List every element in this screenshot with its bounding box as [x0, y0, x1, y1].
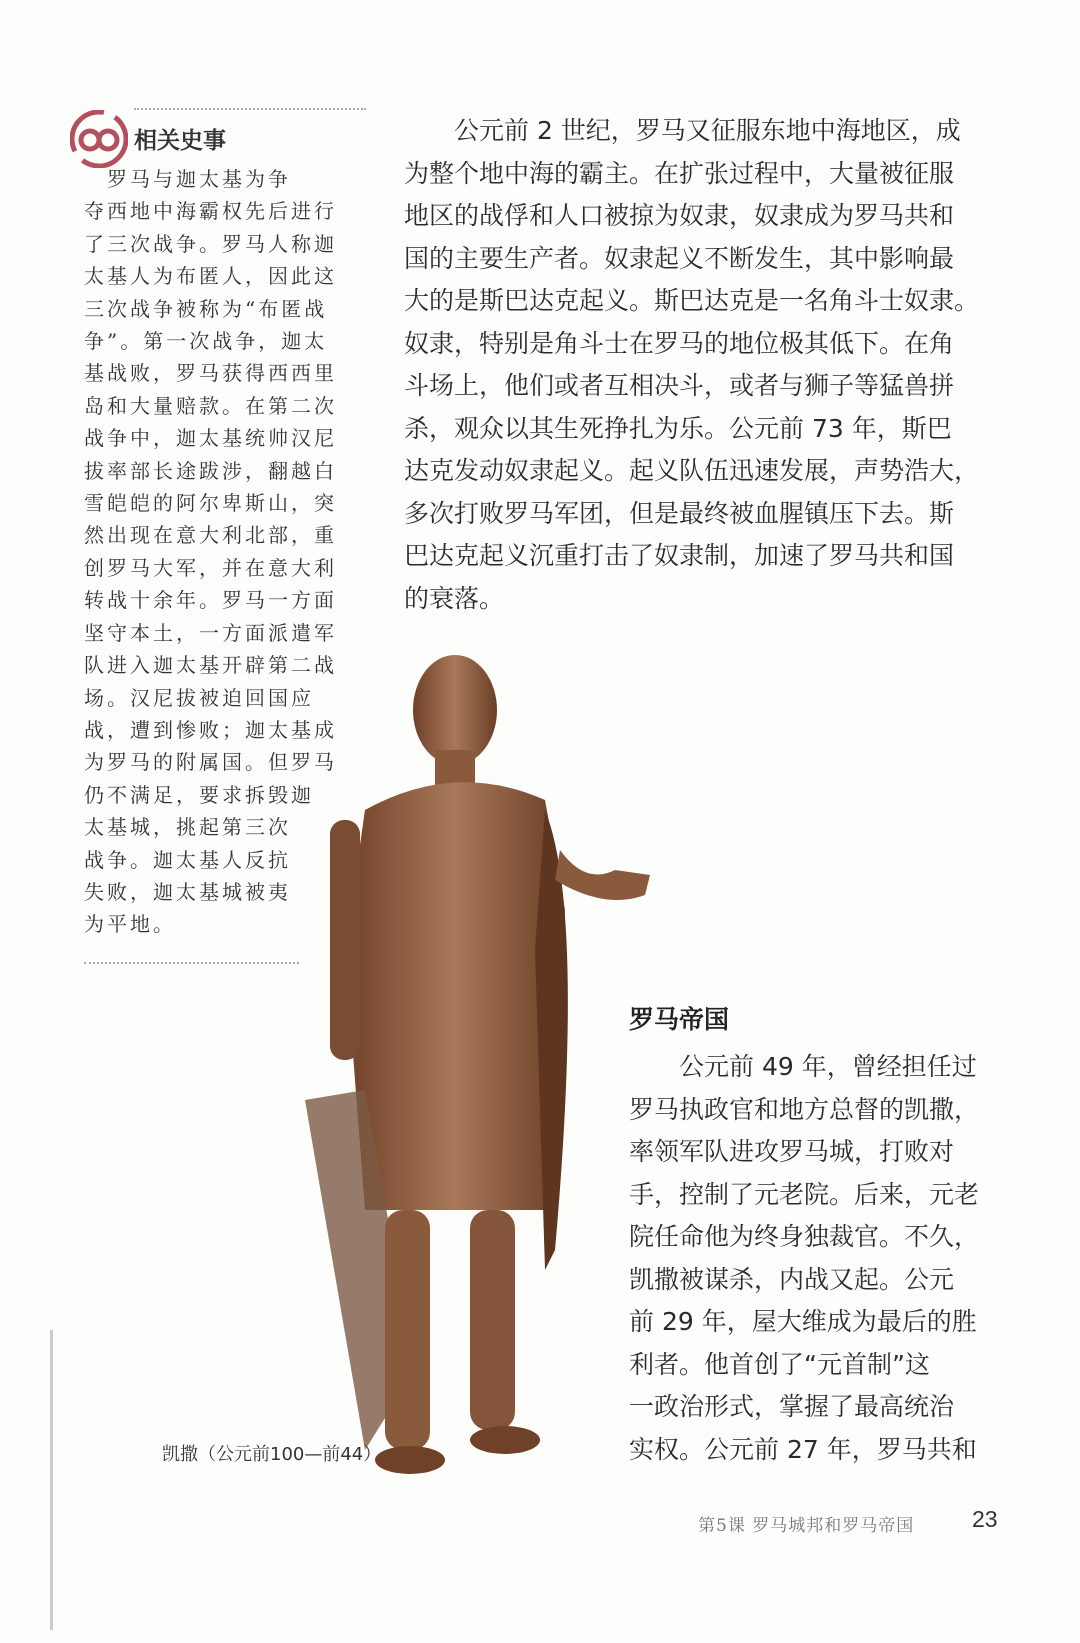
text-line: 罗马执政官和地方总督的凯撒，: [629, 1094, 980, 1124]
text-line: 实权。公元前 27 年，罗马共和: [629, 1434, 977, 1464]
footer-lesson-title: 第5课 罗马城邦和罗马帝国: [698, 1516, 915, 1536]
binding-shadow: [50, 1330, 53, 1630]
text-line: 地区的战俘和人口被掠为奴隶，奴隶成为罗马共和: [404, 201, 955, 230]
text-line: 战争中，迦太基统帅汉尼: [84, 426, 337, 451]
text-line: 大的是斯巴达克起义。斯巴达克是一名角斗士奴隶。: [404, 286, 980, 315]
text-line: 岛和大量赔款。在第二次: [84, 393, 337, 418]
text-line: 率领军队进攻罗马城，打败对: [629, 1137, 955, 1166]
text-line: 多次打败罗马军团，但是最终被血腥镇压下去。斯: [404, 498, 955, 528]
text-line: 斗场上，他们或者互相决斗，或者与狮子等猛兽拼: [404, 371, 955, 400]
section-heading-roman-empire: 罗马帝国: [629, 1005, 730, 1034]
text-line: 凯撒被谋杀，内战又起。公元: [629, 1264, 955, 1294]
text-line: 争”。第一次战争，迦太: [84, 329, 328, 354]
text-line: 转战十余年。罗马一方面: [84, 588, 337, 613]
text-line: 队进入迦太基开辟第二战: [84, 653, 337, 678]
text-line: 公元前 2 世纪，罗马又征服东地中海地区，成: [404, 116, 961, 145]
text-line: 场。汉尼拔被迫回国应: [84, 685, 314, 710]
text-line: 利者。他首创了“元首制”这: [629, 1349, 930, 1379]
figure-caption: 凯撒（公元前100—前44）: [162, 1444, 382, 1465]
text-line: 为平地。: [84, 912, 176, 937]
text-line: 基战败，罗马获得西西里: [84, 361, 337, 386]
text-line: 坚守本土，一方面派遣军: [84, 620, 337, 645]
text-line: 太基人为布匿人，因此这: [84, 264, 337, 289]
text-line: 战，遭到惨败；迦太基成: [84, 717, 337, 742]
sidebar-top-divider: [134, 108, 366, 110]
text-line: 前 29 年，屋大维成为最后的胜: [629, 1307, 977, 1336]
text-line: 杀，观众以其生死挣扎为乐。公元前 73 年，斯巴: [404, 413, 952, 443]
text-line: 拔率部长途跋涉，翻越白: [84, 458, 337, 483]
main-paragraph-caesar: [629, 1046, 979, 1471]
page-number: 23: [972, 1506, 998, 1532]
text-line: 国的主要生产者。奴隶起义不断发生，其中影响最: [404, 243, 955, 273]
text-line: 太基城，挑起第三次: [84, 815, 291, 840]
text-line: 然出现在意大利北部，重: [84, 523, 337, 548]
text-line: 罗马与迦太基为争: [84, 167, 291, 191]
text-line: 了三次战争。罗马人称迦: [84, 231, 337, 256]
text-line: 仍不满足，要求拆毁迦: [84, 782, 314, 807]
text-line: 一政治形式，掌握了最高统治: [629, 1392, 955, 1421]
text-line: 手，控制了元老院。后来，元老: [629, 1179, 980, 1209]
text-line: 巴达克起义沉重打击了奴隶制，加速了罗马共和国: [404, 541, 955, 570]
text-line: 夺西地中海霸权先后进行: [84, 199, 337, 224]
sidebar-bottom-divider: [84, 962, 299, 964]
text-line: 战争。迦太基人反抗: [84, 847, 291, 872]
text-line: 创罗马大军，并在意大利: [84, 555, 337, 580]
text-line: 雪皑皑的阿尔卑斯山，突: [84, 491, 337, 516]
text-line: 为整个地中海的霸主。在扩张过程中，大量被征服: [404, 158, 955, 188]
text-line: 失败，迦太基城被夷: [84, 879, 291, 904]
text-line: 奴隶，特别是角斗士在罗马的地位极其低下。在角: [404, 328, 955, 358]
main-paragraph-spartacus: [404, 110, 979, 620]
text-line: 为罗马的附属国。但罗马: [84, 750, 337, 775]
related-history-logo-icon: [70, 110, 128, 168]
text-line: 院任命他为终身独裁官。不久，: [629, 1222, 980, 1251]
sidebar-title: 相关史事: [134, 128, 226, 154]
text-line: 的衰落。: [404, 583, 505, 613]
text-line: 三次战争被称为“布匿战: [84, 296, 328, 321]
text-line: 公元前 49 年，曾经担任过: [629, 1052, 977, 1081]
text-line: 达克发动奴隶起义。起义队伍迅速发展，声势浩大，: [404, 456, 980, 485]
